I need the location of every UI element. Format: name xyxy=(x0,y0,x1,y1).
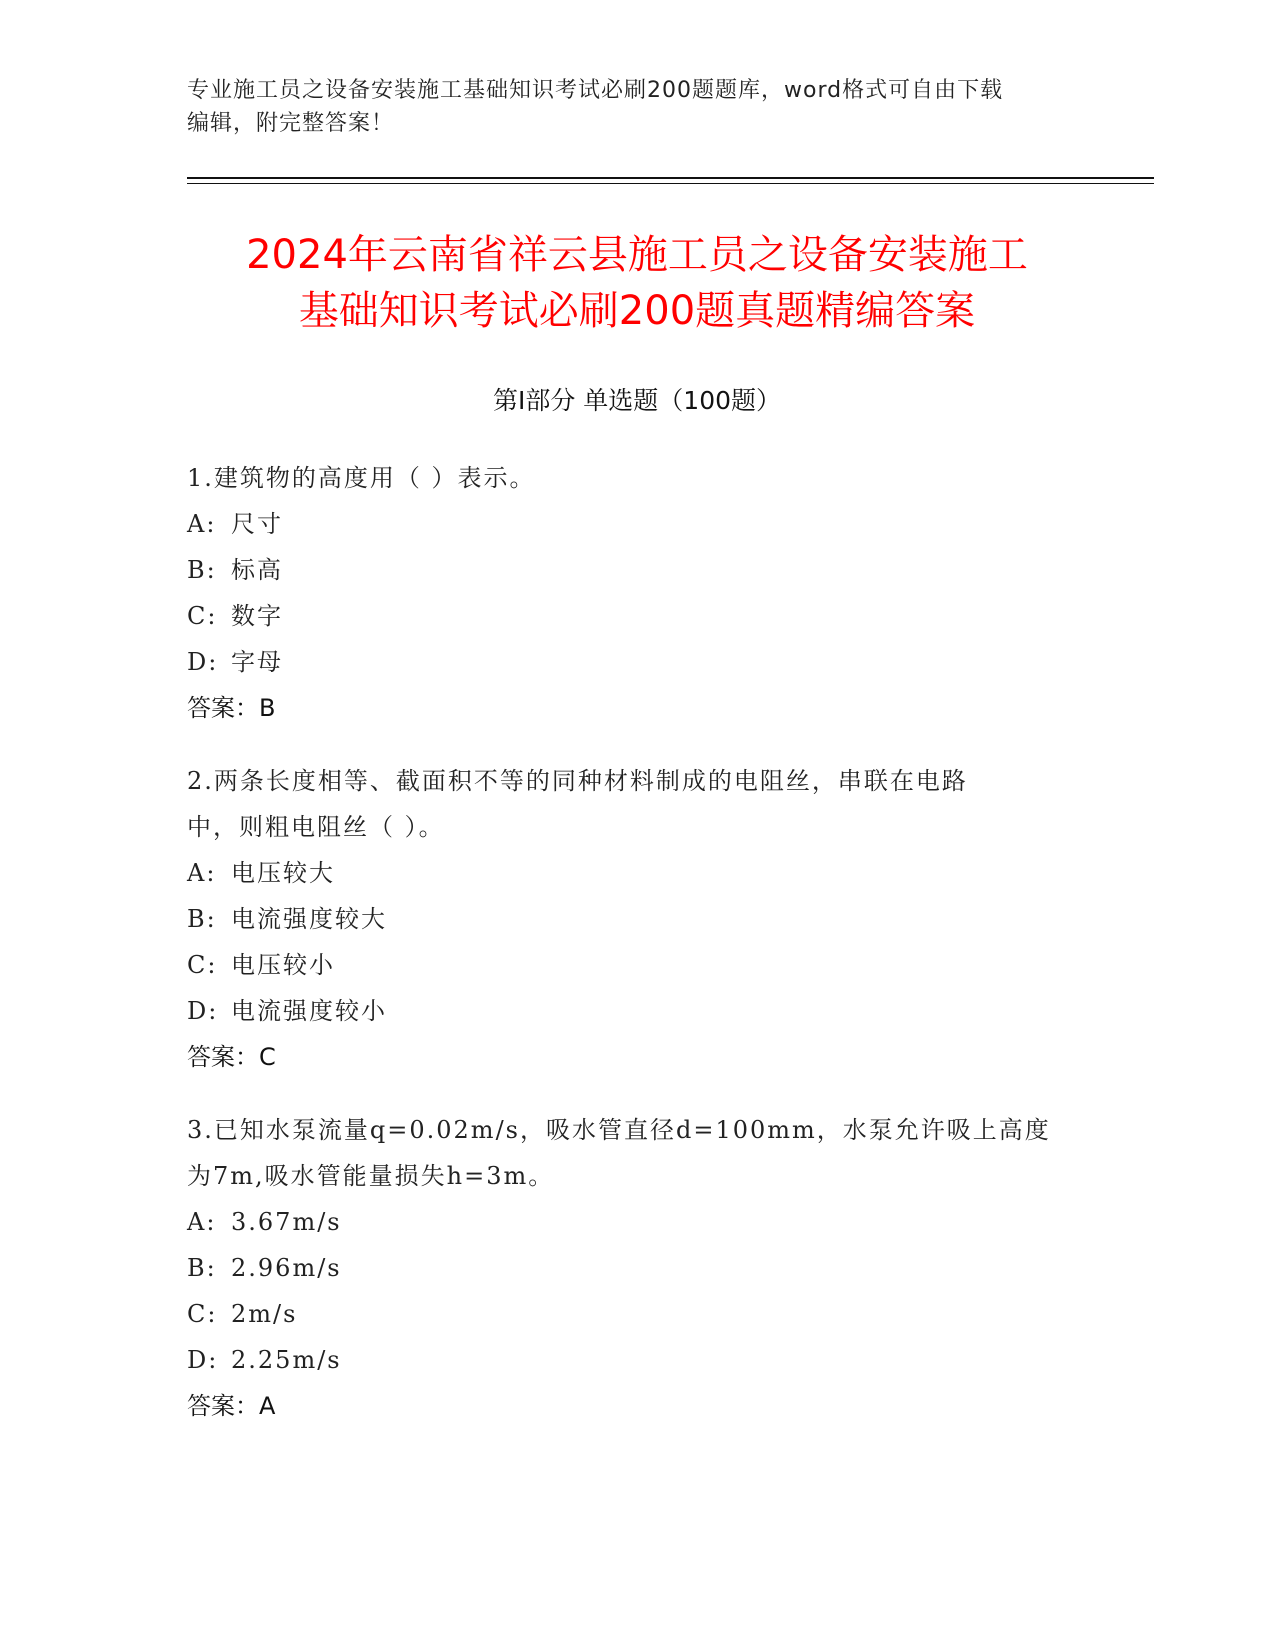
option-text: 数字 xyxy=(231,602,283,630)
option-letter: D: xyxy=(187,648,219,676)
answer-value: B xyxy=(259,694,276,722)
header-note-line-2: 编辑，附完整答案！ xyxy=(187,111,395,136)
option-text: 标高 xyxy=(231,556,283,584)
question-stem: 1.建筑物的高度用（ ）表示。 xyxy=(187,464,536,492)
section-heading: 第Ⅰ部分 单选题（100题） xyxy=(492,386,782,415)
option-letter: B: xyxy=(187,905,217,933)
option-text: 尺寸 xyxy=(231,510,283,538)
option-a xyxy=(187,501,1087,547)
answer-value: C xyxy=(259,1043,276,1071)
question-1 xyxy=(187,455,1087,731)
document-title xyxy=(187,227,1087,339)
option-text: 字母 xyxy=(231,648,283,676)
option-text: 3.67m/s xyxy=(231,1208,342,1236)
option-letter: D: xyxy=(187,997,219,1025)
option-letter: C: xyxy=(187,602,218,630)
answer-label: 答案： xyxy=(187,694,259,722)
option-text: 电压较小 xyxy=(231,951,335,979)
question-stem-line-2: 中，则粗电阻丝（ ）。 xyxy=(187,813,445,841)
option-b xyxy=(187,1245,1087,1291)
option-letter: C: xyxy=(187,951,218,979)
answer-line xyxy=(187,685,1087,731)
answer-line xyxy=(187,1383,1087,1429)
option-letter: D: xyxy=(187,1346,219,1374)
option-b xyxy=(187,547,1087,593)
answer-label: 答案： xyxy=(187,1043,259,1071)
option-letter: A: xyxy=(187,1208,217,1236)
answer-value: A xyxy=(259,1392,276,1420)
option-letter: A: xyxy=(187,510,217,538)
option-d xyxy=(187,1337,1087,1383)
answer-line xyxy=(187,1034,1087,1080)
document-title-line-1: 2024年云南省祥云县施工员之设备安装施工 xyxy=(246,232,1028,278)
question-stem-line-1: 3.已知水泵流量q=0.02m/s，吸水管直径d=100mm，水泵允许吸上高度 xyxy=(187,1116,1051,1144)
option-text: 2m/s xyxy=(231,1300,298,1328)
option-letter: C: xyxy=(187,1300,218,1328)
header-note xyxy=(187,74,1087,140)
option-text: 2.25m/s xyxy=(231,1346,342,1374)
option-d xyxy=(187,639,1087,685)
question-stem-line-2: 为7m,吸水管能量损失h=3m。 xyxy=(187,1162,555,1190)
header-divider-thin xyxy=(187,183,1154,184)
option-a xyxy=(187,850,1087,896)
option-d xyxy=(187,988,1087,1034)
option-letter: B: xyxy=(187,1254,217,1282)
option-c xyxy=(187,942,1087,988)
option-c xyxy=(187,1291,1087,1337)
option-c xyxy=(187,593,1087,639)
question-stem-line-1: 2.两条长度相等、截面积不等的同种材料制成的电阻丝，串联在电路 xyxy=(187,767,968,795)
option-a xyxy=(187,1199,1087,1245)
question-2 xyxy=(187,758,1087,1080)
option-text: 2.96m/s xyxy=(231,1254,342,1282)
option-text: 电压较大 xyxy=(231,859,335,887)
question-3 xyxy=(187,1107,1087,1429)
answer-label: 答案： xyxy=(187,1392,259,1420)
option-letter: A: xyxy=(187,859,217,887)
option-letter: B: xyxy=(187,556,217,584)
option-b xyxy=(187,896,1087,942)
header-note-line-1: 专业施工员之设备安装施工基础知识考试必刷200题题库，word格式可自由下载 xyxy=(187,78,1004,103)
option-text: 电流强度较小 xyxy=(231,997,387,1025)
header-divider-thick xyxy=(187,177,1154,179)
document-title-line-2: 基础知识考试必刷200题真题精编答案 xyxy=(298,288,976,334)
option-text: 电流强度较大 xyxy=(231,905,387,933)
